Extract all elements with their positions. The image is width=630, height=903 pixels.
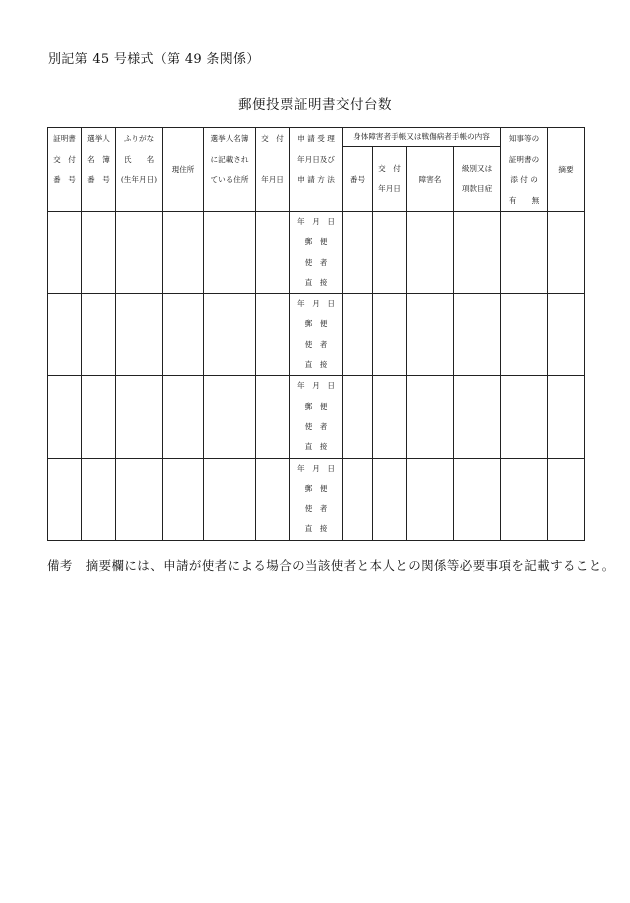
entry-cell[interactable] bbox=[48, 212, 82, 294]
col-remarks: 摘要 bbox=[548, 128, 585, 212]
method-option: 使 者 bbox=[304, 421, 328, 431]
entry-cell[interactable] bbox=[116, 376, 163, 458]
entry-cell[interactable] bbox=[454, 294, 501, 376]
method-option: 直 接 bbox=[304, 524, 328, 534]
entry-cell[interactable] bbox=[163, 376, 204, 458]
entry-cell[interactable] bbox=[163, 458, 204, 540]
document-title: 郵便投票証明書交付台数 bbox=[238, 97, 392, 113]
method-option: 年 月 日 bbox=[297, 381, 335, 391]
entry-cell[interactable] bbox=[373, 212, 407, 294]
entry-cell[interactable] bbox=[82, 212, 116, 294]
entry-cell[interactable] bbox=[407, 458, 454, 540]
entry-cell[interactable] bbox=[48, 294, 82, 376]
entry-cell[interactable] bbox=[373, 458, 407, 540]
entry-cell[interactable] bbox=[204, 212, 256, 294]
method-option: 年 月 日 bbox=[297, 299, 335, 309]
method-option: 使 者 bbox=[304, 257, 328, 267]
entry-cell[interactable] bbox=[116, 212, 163, 294]
col-group-handbook-contents: 身体障害者手帳又は戦傷病者手帳の内容 bbox=[343, 128, 501, 147]
method-option: 使 者 bbox=[304, 339, 328, 349]
entry-cell[interactable] bbox=[407, 376, 454, 458]
entry-cell[interactable] bbox=[373, 294, 407, 376]
method-option: 直 接 bbox=[304, 360, 328, 370]
entry-cell[interactable] bbox=[204, 376, 256, 458]
entry-cell[interactable] bbox=[501, 458, 548, 540]
entry-cell[interactable] bbox=[373, 376, 407, 458]
col-application-receipt: 申 請 受 理 年月日及び 申 請 方 法 bbox=[290, 128, 343, 212]
entry-cell[interactable] bbox=[454, 376, 501, 458]
header-row-1 bbox=[48, 128, 585, 147]
entry-cell[interactable] bbox=[204, 294, 256, 376]
entry-cell[interactable] bbox=[82, 294, 116, 376]
entry-cell[interactable] bbox=[407, 212, 454, 294]
col-handbook-issue-date: 交 付 年月日 bbox=[373, 147, 407, 212]
remarks-note: 備考 摘要欄には、申請が使者による場合の当該使者と本人との関係等必要事項を記載すること。 bbox=[47, 558, 615, 573]
table-row bbox=[48, 458, 585, 540]
entry-cell[interactable] bbox=[501, 376, 548, 458]
entry-cell[interactable] bbox=[256, 294, 290, 376]
entry-cell[interactable] bbox=[256, 212, 290, 294]
application-method-cell[interactable] bbox=[290, 458, 343, 540]
entry-cell[interactable] bbox=[82, 376, 116, 458]
entry-cell[interactable] bbox=[163, 294, 204, 376]
form-number: 別記第 45 号様式（第 49 条関係） bbox=[48, 52, 260, 67]
entry-cell[interactable] bbox=[48, 458, 82, 540]
method-option: 年 月 日 bbox=[297, 463, 335, 473]
ledger-table bbox=[47, 127, 585, 541]
col-governor-certificate: 知事等の 証明書の 添 付 の 有 無 bbox=[501, 128, 548, 212]
entry-cell[interactable] bbox=[116, 458, 163, 540]
application-method-cell[interactable] bbox=[290, 212, 343, 294]
col-name: ふりがな 氏 名 (生年月日) bbox=[116, 128, 163, 212]
entry-cell[interactable] bbox=[343, 458, 373, 540]
method-option: 年 月 日 bbox=[297, 217, 335, 226]
method-option: 直 接 bbox=[304, 442, 328, 452]
entry-cell[interactable] bbox=[548, 294, 585, 376]
col-handbook-number: 番号 bbox=[343, 147, 373, 212]
application-method-cell[interactable] bbox=[290, 376, 343, 458]
entry-cell[interactable] bbox=[548, 376, 585, 458]
entry-cell[interactable] bbox=[454, 212, 501, 294]
col-current-address: 現住所 bbox=[163, 128, 204, 212]
table-row bbox=[48, 212, 585, 294]
method-option: 郵 便 bbox=[304, 237, 328, 247]
application-method-cell[interactable] bbox=[290, 294, 343, 376]
entry-cell[interactable] bbox=[343, 376, 373, 458]
entry-cell[interactable] bbox=[454, 458, 501, 540]
entry-cell[interactable] bbox=[163, 212, 204, 294]
method-option: 郵 便 bbox=[304, 483, 328, 493]
entry-cell[interactable] bbox=[116, 294, 163, 376]
table-row bbox=[48, 376, 585, 458]
entry-cell[interactable] bbox=[407, 294, 454, 376]
entry-cell[interactable] bbox=[548, 458, 585, 540]
table-row bbox=[48, 294, 585, 376]
col-certificate-number: 証明書 交 付 番 号 bbox=[48, 128, 82, 212]
entry-cell[interactable] bbox=[343, 212, 373, 294]
entry-cell[interactable] bbox=[501, 212, 548, 294]
entry-cell[interactable] bbox=[548, 212, 585, 294]
col-voter-registry-number: 選挙人 名 簿 番 号 bbox=[82, 128, 116, 212]
entry-cell[interactable] bbox=[343, 294, 373, 376]
entry-cell[interactable] bbox=[82, 458, 116, 540]
col-disability-grade: 級別又は 項款目症 bbox=[454, 147, 501, 212]
entry-cell[interactable] bbox=[256, 376, 290, 458]
col-issue-date: 交 付 年月日 bbox=[256, 128, 290, 212]
col-disability-name: 障害名 bbox=[407, 147, 454, 212]
entry-cell[interactable] bbox=[501, 294, 548, 376]
entry-cell[interactable] bbox=[48, 376, 82, 458]
method-option: 使 者 bbox=[304, 504, 328, 514]
method-option: 郵 便 bbox=[304, 401, 328, 411]
col-registered-address: 選挙人名簿 に記載され ている住所 bbox=[204, 128, 256, 212]
entry-cell[interactable] bbox=[204, 458, 256, 540]
entry-cell[interactable] bbox=[256, 458, 290, 540]
method-option: 直 接 bbox=[304, 277, 328, 287]
method-option: 郵 便 bbox=[304, 319, 328, 329]
